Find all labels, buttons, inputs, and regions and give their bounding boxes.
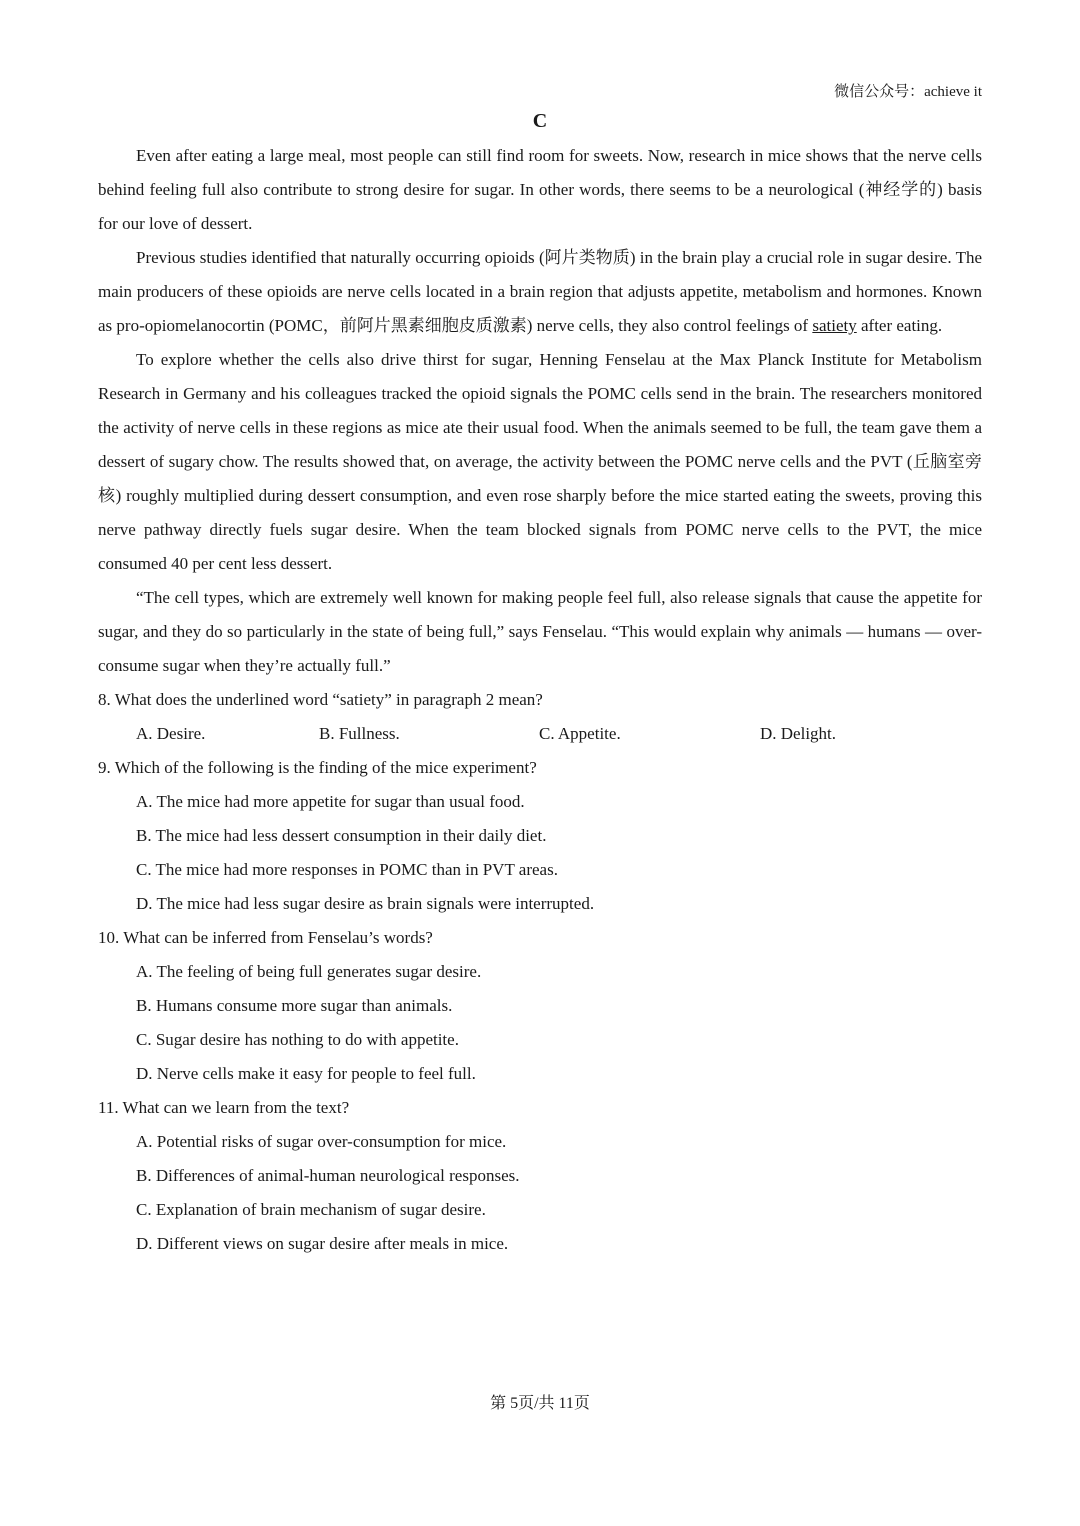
question-9-option-d: D. The mice had less sugar desire as brain signals were interrupted. — [136, 894, 595, 913]
paragraph-2 — [98, 241, 982, 343]
question-9-option-a: A. The mice had more appetite for sugar than usual food. — [136, 792, 525, 811]
question-11-option-b: B. Differences of animal-human neurological responses. — [136, 1166, 520, 1185]
question-8-stem: 8. What does the underlined word “satiety” in paragraph 2 mean? — [98, 690, 543, 709]
underlined-word: satiety — [812, 316, 857, 335]
question-8-option-b: B. Fullness. — [319, 724, 400, 743]
question-9-option-c: C. The mice had more responses in POMC than in PVT areas. — [136, 860, 558, 879]
question-11-option-a: A. Potential risks of sugar over-consumption for mice. — [136, 1132, 507, 1151]
question-10-option-b: B. Humans consume more sugar than animals. — [136, 996, 453, 1015]
passage-label: C — [532, 110, 548, 132]
paragraph-1: Even after eating a large meal, most people can still find room for sweets. Now, research in mice shows that the nerve cells behind feeling full also contribute to strong desire for sugar. In other words, there seems to be a neurological (神经学的) basis for our love of dessert. — [98, 146, 982, 233]
question-10-option-c: C. Sugar desire has nothing to do with appetite. — [136, 1030, 459, 1049]
question-11-option-d: D. Different views on sugar desire after meals in mice. — [136, 1234, 509, 1253]
question-10-option-d: D. Nerve cells make it easy for people to feel full. — [136, 1064, 476, 1083]
question-10-stem: 10. What can be inferred from Fenselau’s words? — [98, 928, 433, 947]
question-8-options — [98, 717, 982, 751]
passage-and-questions — [98, 139, 982, 1261]
question-9-stem: 9. Which of the following is the finding of the mice experiment? — [98, 758, 537, 777]
question-9-option-b: B. The mice had less dessert consumption in their daily diet. — [136, 826, 547, 845]
wechat-account-note: 微信公众号：achieve it — [834, 84, 982, 100]
question-11-option-c: C. Explanation of brain mechanism of sugar desire. — [136, 1200, 486, 1219]
question-8-option-c: C. Appetite. — [539, 724, 621, 743]
question-8-option-a: A. Desire. — [136, 724, 206, 743]
paragraph-3: To explore whether the cells also drive thirst for sugar, Henning Fenselau at the Max Planck Institute for Metabolism Research in Germany and his colleagues tracked the opioid signals the POMC cells send in the brain. The researchers monitored the activity of nerve cells in these regions as mice ate their usual food. When the animals seemed to be full, the team gave them a dessert of sugary chow. The results showed that, on average, the activity between the POMC nerve cells and the PVT (丘脑室旁核) roughly multiplied during dessert consumption, and even rose sharply before the mice started eating the sweets, proving this nerve pathway directly fuels sugar desire. When the team blocked signals from POMC nerve cells to the PVT, the mice consumed 40 per cent less dessert. — [98, 350, 982, 573]
question-8-option-d: D. Delight. — [760, 724, 837, 743]
page-number: 第 5页/共 11页 — [490, 1395, 590, 1412]
paragraph-2-text-b: after eating. — [856, 316, 943, 335]
question-11-stem: 11. What can we learn from the text? — [98, 1098, 350, 1117]
paragraph-2-text-a: Previous studies identified that naturally occurring opioids (阿片类物质) in the brain play a crucial role in sugar desire. The main producers of these opioids are nerve cells located in a brain region that adjusts appetite, metabolism and hormones. Known as pro-opiomelanocortin (POMC，前阿片黑素细胞皮质激素) nerve cells, they also control feelings of — [98, 248, 982, 335]
question-10-option-a: A. The feeling of being full generates sugar desire. — [136, 962, 482, 981]
paragraph-4: “The cell types, which are extremely well known for making people feel full, also release signals that cause the appetite for sugar, and they do so particularly in the state of being full,” says Fenselau. “This would explain why animals — humans — over-consume sugar when they’re actually full.” — [98, 588, 982, 675]
